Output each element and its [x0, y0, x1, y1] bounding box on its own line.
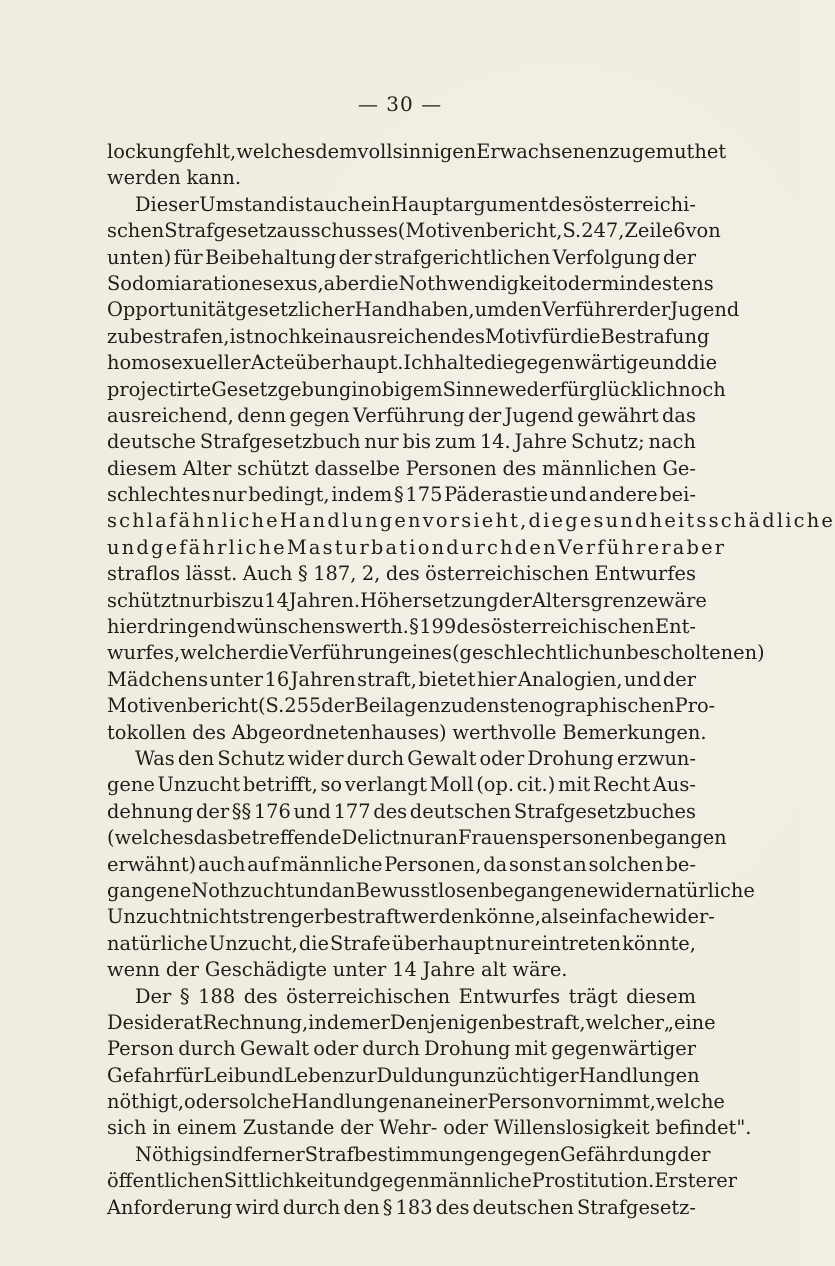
text-line: homosexueller Acte überhaupt. Ich halte die gegenwärtige und die	[107, 351, 718, 375]
text-line: Mädchens unter 16 Jahren straft, bietet hier Analogien, und der	[107, 667, 696, 691]
text-line: schen Strafgesetzausschusses (Motivenbericht, S. 247, Zeile 6 von	[107, 219, 721, 243]
text-line: Unzucht nicht strenger bestraft werden könne, als einfache wider-	[107, 905, 715, 929]
text-line: zu bestrafen, ist noch kein ausreichendes Motiv für die Bestrafung	[107, 324, 710, 348]
page-number: — 30 —	[357, 92, 443, 116]
text-line: wenn der Geschädigte unter 14 Jahre alt wäre.	[107, 958, 568, 982]
text-line: erwähnt) auch auf männliche Personen, da sonst an solchen be-	[107, 852, 696, 876]
text-line: Person durch Gewalt oder durch Drohung mit gegenwärtiger	[107, 1037, 696, 1061]
text-line: lockung fehlt, welches dem vollsinnigen Erwachsenen zugemuthet	[107, 140, 727, 163]
text-line: projectirte Gesetzgebung in obigem Sinne weder für glücklich noch	[107, 377, 726, 401]
text-line: schlechtes nur bedingt, indem § 175 Päderastie und andere bei-	[107, 483, 696, 507]
text-line: Gefahr für Leib und Leben zur Duldung unzüchtiger Handlungen	[107, 1063, 700, 1087]
text-line: wurfes, welcher die Verführung eines (geschlechtlich unbescholtenen)	[107, 641, 765, 665]
text-line: Der § 188 des österreichischen Entwurfes trägt diesem	[135, 984, 696, 1008]
text-line: gene Unzucht betrifft, so verlangt Moll (op. cit.) mit Recht Aus-	[107, 773, 696, 797]
text-line: Nöthig sind ferner Strafbestimmungen gegen Gefährdung der	[135, 1142, 711, 1166]
text-line: schlafähnliche Handlungen vorsieht, die gesundheitsschädliche	[107, 509, 835, 533]
text-line: deutsche Strafgesetzbuch nur bis zum 14. Jahre Schutz; nach	[107, 430, 696, 454]
text-line: Was den Schutz wider durch Gewalt oder Drohung erzwun-	[135, 746, 696, 770]
text-line: Opportunität gesetzlicher Handhaben, um den Verführer der Jugend	[107, 298, 740, 322]
body-text	[107, 139, 835, 1221]
text-line: gangene Nothzucht und an Bewusstlosen begangene widernatürliche	[107, 878, 755, 902]
text-line: hier dringend wünschenswerth. § 199 des österreichischen Ent-	[107, 615, 696, 639]
text-line: Motivenbericht (S. 255 der Beilagen zu den stenographischen Pro-	[107, 694, 716, 718]
text-line: werden kann.	[107, 166, 241, 190]
text-line: nöthigt, oder solche Handlungen an einer Person vornimmt, welche	[107, 1090, 725, 1114]
text-line: schützt nur bis zu 14 Jahren. Höhersetzung der Altersgrenze wäre	[107, 588, 707, 612]
text-line: straflos lässt. Auch § 187, 2, des österreichischen Entwurfes	[107, 562, 696, 586]
text-line: diesem Alter schützt dasselbe Personen des männlichen Ge-	[107, 456, 696, 480]
text-line: Desiderat Rechnung, indem er Denjenigen bestraft, welcher „eine	[107, 1010, 716, 1034]
text-line: Sodomia ratione sexus, aber die Nothwendigkeit oder mindestens	[107, 271, 714, 295]
text-line: unten) für Beibehaltung der strafgerichtlichen Verfolgung der	[107, 245, 696, 269]
text-line: dehnung der §§ 176 und 177 des deutschen Strafgesetzbuches	[107, 799, 696, 823]
text-line: Dieser Umstand ist auch ein Hauptargument des österreichi-	[135, 192, 696, 216]
text-line: sich in einem Zustande der Wehr- oder Willenslosigkeit befindet".	[107, 1116, 752, 1140]
text-line: (welches das betreffende Delict nur an Frauenspersonen begangen	[107, 826, 727, 850]
text-line: öffentlichen Sittlichkeit und gegen männliche Prostitution. Ersterer	[107, 1169, 737, 1193]
text-line: ausreichend, denn gegen Verführung der Jugend gewährt das	[107, 403, 696, 427]
text-line: natürliche Unzucht, die Strafe überhaupt nur eintreten könnte,	[107, 931, 696, 955]
text-line: und gefährliche Masturbation durch den Verführer aber	[107, 535, 727, 559]
text-line: Anforderung wird durch den § 183 des deutschen Strafgesetz-	[107, 1195, 696, 1219]
text-line: tokollen des Abgeordnetenhauses) werthvolle Bemerkungen.	[107, 720, 707, 744]
